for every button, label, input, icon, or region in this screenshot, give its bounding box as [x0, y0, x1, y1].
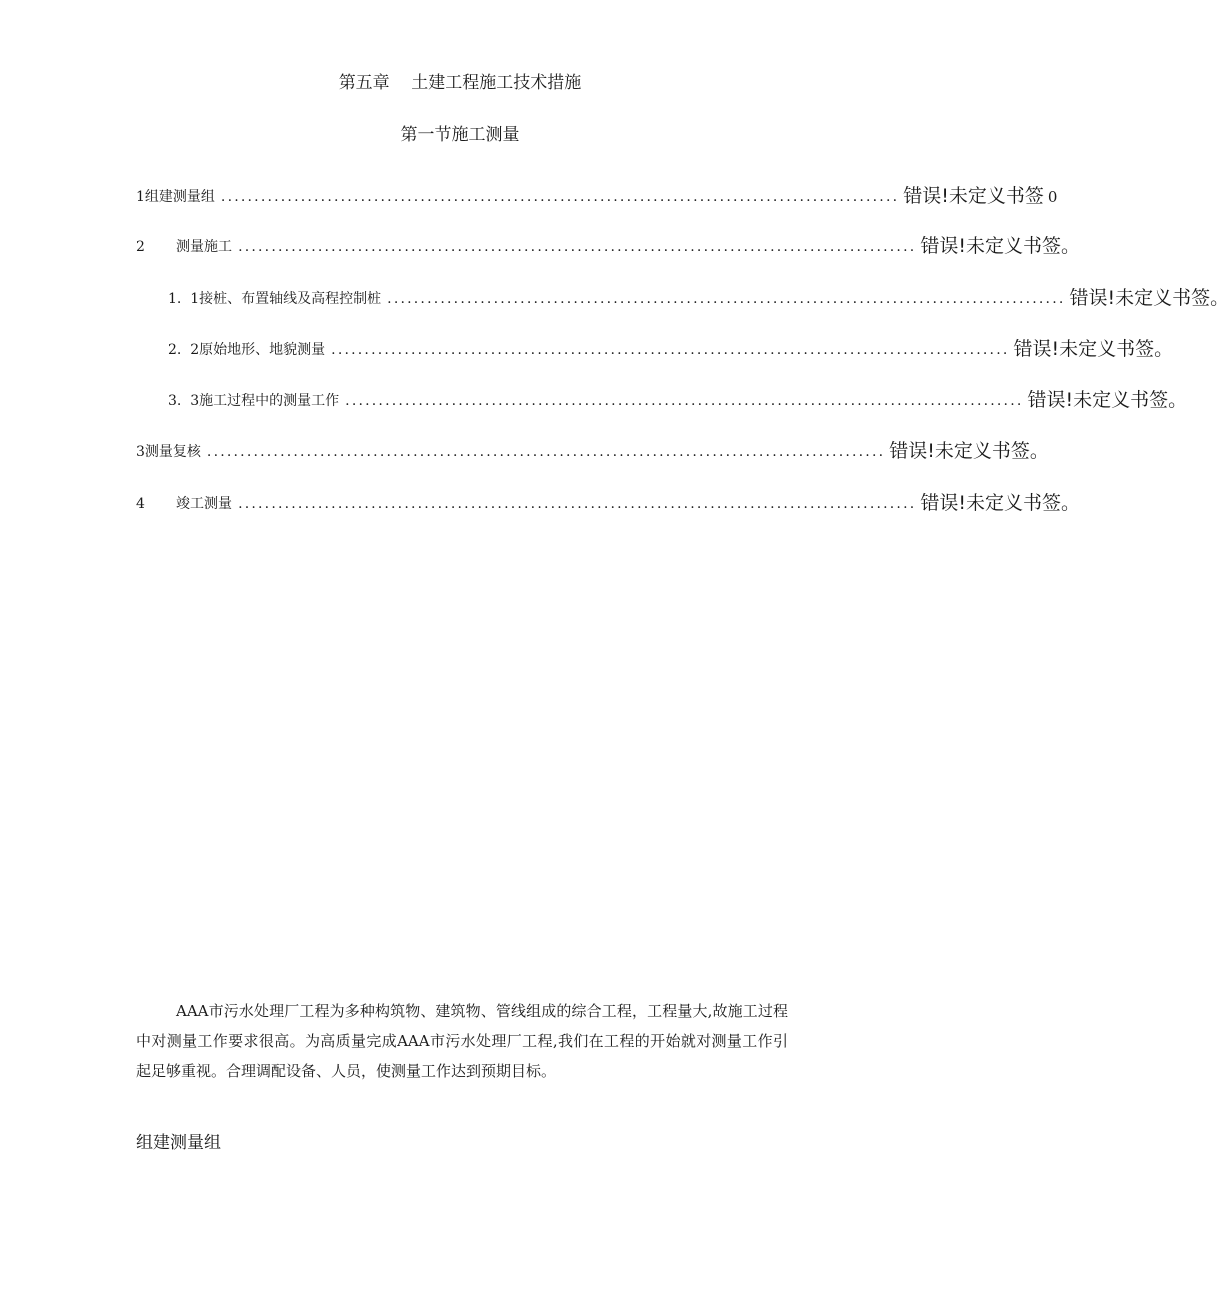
toc-bookmark-error: 错误!未定义书签 [903, 185, 1044, 207]
toc-entry-label: 1. 1接桩、布置轴线及高程控制桩 [168, 291, 382, 307]
toc-bookmark-error: 错误!未定义书签。 [920, 235, 1081, 257]
toc-dot-leader: ...................................................................................................... [206, 444, 886, 460]
toc-entry[interactable] [136, 178, 1058, 208]
toc-dot-leader: ...................................................................................................... [220, 189, 900, 205]
toc-entry[interactable] [136, 433, 1049, 463]
toc-dot-leader: ...................................................................................................... [331, 342, 1010, 358]
toc-dot-leader: ...................................................................................................... [387, 291, 1066, 307]
toc-bookmark-error: 错误!未定义书签。 [1013, 338, 1174, 360]
toc-dot-leader: ...................................................................................................... [238, 239, 917, 255]
toc-entry[interactable] [136, 485, 1081, 515]
toc-entry[interactable] [168, 382, 1188, 412]
body-paragraph: AAA市污水处理厂工程为多种构筑物、建筑物、管线组成的综合工程，工程量大,故施工过程中对测量工作要求很高。为高质量完成AAA市污水处理厂工程,我们在工程的开始就对测量工作引起足够重视。合理调配设备、人员，使测量工作达到预期目标。 [136, 1002, 788, 1080]
chapter-title: 第五章 土建工程施工技术措施 [338, 73, 582, 93]
toc-bookmark-error: 错误!未定义书签。 [920, 492, 1081, 514]
toc-entry-label: 3. 3施工过程中的测量工作 [168, 393, 340, 409]
toc-entry-label: 2. 2原始地形、地貌测量 [168, 342, 326, 358]
toc-entry-label: 2 测量施工 [136, 239, 233, 255]
section-title: 第一节施工测量 [400, 125, 520, 145]
toc-entry[interactable] [168, 331, 1174, 361]
toc-entry[interactable] [136, 228, 1081, 258]
toc-page-number: 0 [1047, 188, 1058, 206]
toc-entry-label: 1组建测量组 [136, 189, 215, 205]
toc-dot-leader: ...................................................................................................... [345, 393, 1024, 409]
toc-entry-label: 3测量复核 [136, 444, 201, 460]
toc-entry-label: 4 竣工测量 [136, 496, 233, 512]
toc-bookmark-error: 错误!未定义书签。 [1069, 287, 1229, 309]
toc-dot-leader: ...................................................................................................... [238, 496, 917, 512]
subheading: 组建测量组 [136, 1133, 221, 1153]
toc-entry[interactable] [168, 280, 1229, 310]
toc-bookmark-error: 错误!未定义书签。 [889, 440, 1049, 462]
toc-bookmark-error: 错误!未定义书签。 [1027, 389, 1188, 411]
